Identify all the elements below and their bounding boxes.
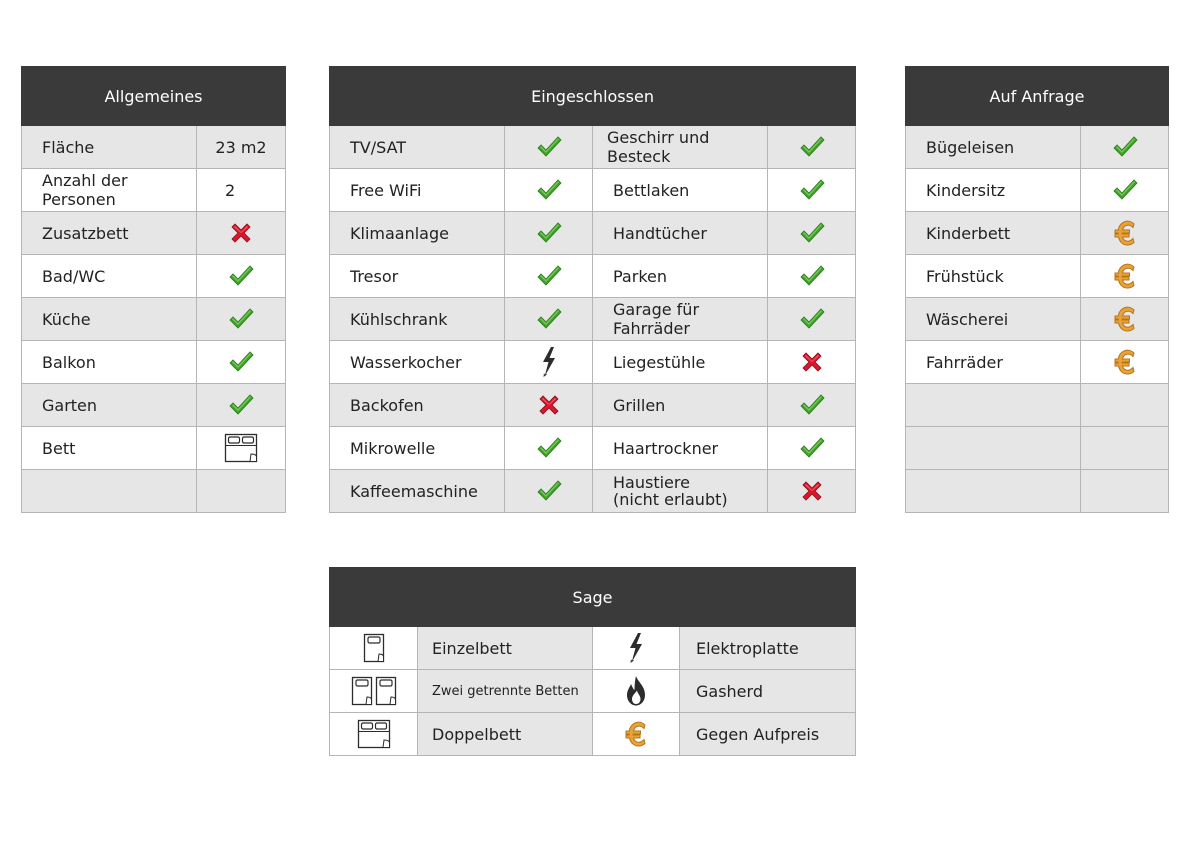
row-label: Haartrockner	[593, 427, 768, 470]
row-icon-cell	[768, 427, 856, 470]
row-label: Anzahl der Personen	[22, 169, 197, 212]
row-label: Tresor	[330, 255, 505, 298]
table-row	[906, 212, 1169, 255]
single-bed-icon	[363, 638, 385, 657]
check-icon	[799, 223, 825, 242]
row-icon-cell	[505, 341, 593, 384]
row-label: Zusatzbett	[22, 212, 197, 255]
row-label: Fläche	[22, 126, 197, 169]
row-icon-cell	[1081, 212, 1169, 255]
row-label: Kinderbett	[906, 212, 1081, 255]
check-icon	[536, 438, 562, 457]
euro-icon	[1112, 309, 1138, 328]
row-icon-cell	[197, 427, 286, 470]
row-label-multiline	[593, 470, 768, 513]
row-label: Bügeleisen	[906, 126, 1081, 169]
row-label: Garten	[22, 384, 197, 427]
check-icon	[536, 180, 562, 199]
row-icon-cell	[593, 713, 680, 756]
check-icon	[536, 223, 562, 242]
row-label: Kaffeemaschine	[330, 470, 505, 513]
check-icon	[536, 309, 562, 328]
euro-icon	[1112, 223, 1138, 242]
check-icon	[799, 137, 825, 156]
table-row	[330, 470, 856, 513]
empty-cell	[22, 470, 197, 513]
row-icon-cell	[1081, 255, 1169, 298]
table-row	[330, 255, 856, 298]
table-row	[330, 384, 856, 427]
twin-beds-icon	[351, 681, 397, 700]
row-icon-cell	[505, 427, 593, 470]
table-row	[330, 713, 856, 756]
row-label: Wäscherei	[906, 298, 1081, 341]
row-label: Bettlaken	[593, 169, 768, 212]
row-icon-cell	[768, 126, 856, 169]
table-row	[906, 255, 1169, 298]
row-label: Klimaanlage	[330, 212, 505, 255]
row-icon-cell	[505, 298, 593, 341]
row-icon-cell	[505, 470, 593, 513]
lightning-icon	[627, 638, 645, 657]
row-value: 2	[197, 169, 286, 212]
table-row	[330, 212, 856, 255]
row-label: Balkon	[22, 341, 197, 384]
check-icon	[799, 309, 825, 328]
row-icon-cell	[505, 169, 593, 212]
check-icon	[536, 137, 562, 156]
row-label: Frühstück	[906, 255, 1081, 298]
row-label: Einzelbett	[418, 627, 593, 670]
row-icon-cell	[593, 627, 680, 670]
row-icon-cell	[768, 341, 856, 384]
row-icon-cell	[768, 255, 856, 298]
row-icon-cell	[505, 384, 593, 427]
empty-cell	[1081, 427, 1169, 470]
empty-cell	[906, 470, 1081, 513]
table-row	[330, 169, 856, 212]
euro-icon	[623, 724, 649, 743]
row-label: Haustiere	[613, 473, 690, 492]
row-label: Bett	[22, 427, 197, 470]
double-bed-icon	[357, 724, 391, 743]
check-icon	[799, 180, 825, 199]
eingeschlossen-table	[329, 66, 856, 513]
table-row	[22, 384, 286, 427]
table-row	[330, 670, 856, 713]
check-icon	[228, 309, 254, 328]
row-label: Gegen Aufpreis	[680, 713, 856, 756]
row-label: Kindersitz	[906, 169, 1081, 212]
row-label: Bad/WC	[22, 255, 197, 298]
row-icon-cell	[505, 255, 593, 298]
row-label: Grillen	[593, 384, 768, 427]
table-row	[22, 427, 286, 470]
cross-icon	[799, 352, 825, 371]
table-row	[22, 298, 286, 341]
check-icon	[228, 266, 254, 285]
row-icon-cell	[1081, 169, 1169, 212]
table-row	[906, 341, 1169, 384]
euro-icon	[1112, 266, 1138, 285]
check-icon	[1112, 137, 1138, 156]
table-row-empty	[906, 470, 1169, 513]
table-row	[22, 212, 286, 255]
row-label-note: (nicht erlaubt)	[613, 490, 728, 509]
flame-icon	[623, 681, 649, 700]
row-icon-cell	[768, 470, 856, 513]
cross-icon	[799, 481, 825, 500]
allgemeines-table	[21, 66, 286, 513]
empty-cell	[906, 384, 1081, 427]
row-icon-cell	[197, 298, 286, 341]
table-row	[22, 169, 286, 212]
row-label: Doppelbett	[418, 713, 593, 756]
row-icon-cell	[593, 670, 680, 713]
row-label: Wasserkocher	[330, 341, 505, 384]
row-label: Fahrräder	[906, 341, 1081, 384]
cross-icon	[536, 395, 562, 414]
row-icon-cell	[768, 384, 856, 427]
row-label: Handtücher	[593, 212, 768, 255]
check-icon	[799, 395, 825, 414]
double-bed-icon	[224, 438, 258, 457]
empty-cell	[197, 470, 286, 513]
lightning-icon	[540, 352, 558, 371]
row-icon-cell	[330, 627, 418, 670]
table-row	[330, 427, 856, 470]
row-icon-cell	[1081, 126, 1169, 169]
table-row	[22, 255, 286, 298]
row-label: Free WiFi	[330, 169, 505, 212]
row-icon-cell	[505, 212, 593, 255]
row-icon-cell	[197, 384, 286, 427]
table-row	[22, 341, 286, 384]
row-icon-cell	[197, 255, 286, 298]
allgemeines-title: Allgemeines	[22, 67, 286, 126]
row-icon-cell	[197, 341, 286, 384]
row-label: Parken	[593, 255, 768, 298]
table-row-empty	[22, 470, 286, 513]
empty-cell	[1081, 384, 1169, 427]
row-icon-cell	[197, 212, 286, 255]
row-icon-cell	[1081, 298, 1169, 341]
euro-icon	[1112, 352, 1138, 371]
check-icon	[799, 266, 825, 285]
row-label: Gasherd	[680, 670, 856, 713]
table-row	[330, 627, 856, 670]
sage-title: Sage	[330, 568, 856, 627]
row-icon-cell	[768, 212, 856, 255]
row-label: Elektroplatte	[680, 627, 856, 670]
row-icon-cell	[330, 670, 418, 713]
table-row-empty	[906, 427, 1169, 470]
table-row	[22, 126, 286, 169]
row-label: Liegestühle	[593, 341, 768, 384]
empty-cell	[1081, 470, 1169, 513]
check-icon	[799, 438, 825, 457]
check-icon	[1112, 180, 1138, 199]
row-icon-cell	[768, 298, 856, 341]
table-row	[330, 126, 856, 169]
auf-anfrage-title: Auf Anfrage	[906, 67, 1169, 126]
auf-anfrage-table	[905, 66, 1169, 513]
table-row	[906, 298, 1169, 341]
row-value: 23 m2	[197, 126, 286, 169]
eingeschlossen-title: Eingeschlossen	[330, 67, 856, 126]
row-label: TV/SAT	[330, 126, 505, 169]
row-label: Küche	[22, 298, 197, 341]
row-label: Mikrowelle	[330, 427, 505, 470]
row-icon-cell	[505, 126, 593, 169]
check-icon	[536, 481, 562, 500]
row-label: Kühlschrank	[330, 298, 505, 341]
table-row	[330, 341, 856, 384]
table-row	[906, 126, 1169, 169]
empty-cell	[906, 427, 1081, 470]
row-icon-cell	[1081, 341, 1169, 384]
row-label: Geschirr und Besteck	[593, 126, 768, 169]
row-icon-cell	[768, 169, 856, 212]
table-row	[330, 298, 856, 341]
cross-icon	[228, 223, 254, 242]
table-row	[906, 169, 1169, 212]
row-label: Backofen	[330, 384, 505, 427]
row-label: Zwei getrennte Betten	[418, 670, 593, 713]
row-icon-cell	[330, 713, 418, 756]
table-row-empty	[906, 384, 1169, 427]
sage-legend-table	[329, 567, 856, 756]
check-icon	[536, 266, 562, 285]
check-icon	[228, 352, 254, 371]
row-label: Garage für Fahrräder	[593, 298, 768, 341]
check-icon	[228, 395, 254, 414]
